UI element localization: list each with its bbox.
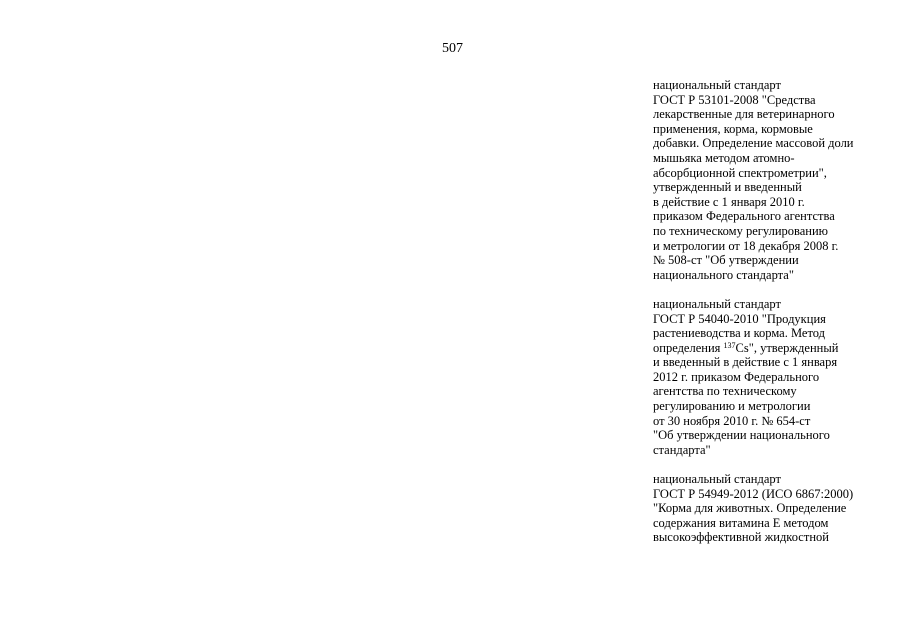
isotope-mass-number: 137 bbox=[723, 340, 736, 350]
standard-entry-gost-53101 bbox=[653, 78, 898, 282]
entry-line: 2012 г. приказом Федерального bbox=[653, 369, 820, 384]
page-number: 507 bbox=[442, 41, 463, 56]
entry-line: ГОСТ Р 54040-2010 "Продукция bbox=[653, 311, 826, 326]
entry-line: регулированию и метрологии bbox=[653, 399, 811, 414]
entry-line-with-isotope bbox=[653, 341, 898, 356]
entry-line: и метрологии от 18 декабря 2008 г. bbox=[653, 238, 839, 253]
entry-line: ГОСТ Р 53101-2008 "Средства bbox=[653, 92, 816, 107]
entry-line: национальный стандарт bbox=[653, 472, 781, 487]
entry-line: и введенный в действие с 1 января bbox=[653, 355, 838, 370]
entry-line: ГОСТ Р 54949-2012 (ИСО 6867:2000) bbox=[653, 486, 854, 501]
entry-line: "Корма для животных. Определение bbox=[653, 501, 847, 516]
entry-line: "Об утверждении национального bbox=[653, 428, 830, 443]
entry-line: растениеводства и корма. Метод bbox=[653, 326, 826, 341]
entry-line: высокоэффективной жидкостной bbox=[653, 530, 829, 545]
entry-line: национальный стандарт bbox=[653, 78, 781, 92]
isotope-prefix-text: определения bbox=[653, 340, 724, 355]
entry-line: национальный стандарт bbox=[653, 296, 781, 311]
standards-column bbox=[653, 78, 898, 560]
entry-line: приказом Федерального агентства bbox=[653, 209, 835, 224]
entry-line: агентства по техническому bbox=[653, 384, 797, 399]
entry-line: № 508-ст "Об утверждении bbox=[653, 253, 799, 268]
entry-line: стандарта" bbox=[653, 442, 711, 457]
standard-entry-gost-54040 bbox=[653, 297, 898, 458]
entry-line: лекарственные для ветеринарного bbox=[653, 107, 835, 122]
entry-line: по техническому регулированию bbox=[653, 223, 829, 238]
entry-line: от 30 ноября 2010 г. № 654-ст bbox=[653, 413, 811, 428]
entry-line: мышьяка методом атомно- bbox=[653, 150, 795, 165]
standard-entry-gost-54949 bbox=[653, 472, 898, 545]
isotope-suffix-text: Cs", утвержденный bbox=[735, 340, 839, 355]
entry-line: абсорбционной спектрометрии", bbox=[653, 165, 827, 180]
entry-line: утвержденный и введенный bbox=[653, 180, 802, 195]
entry-line: в действие с 1 января 2010 г. bbox=[653, 194, 805, 209]
entry-line: добавки. Определение массовой доли bbox=[653, 136, 854, 151]
entry-line: содержания витамина Е методом bbox=[653, 515, 829, 530]
entry-line: применения, корма, кормовые bbox=[653, 121, 813, 136]
entry-line: национального стандарта" bbox=[653, 267, 794, 282]
